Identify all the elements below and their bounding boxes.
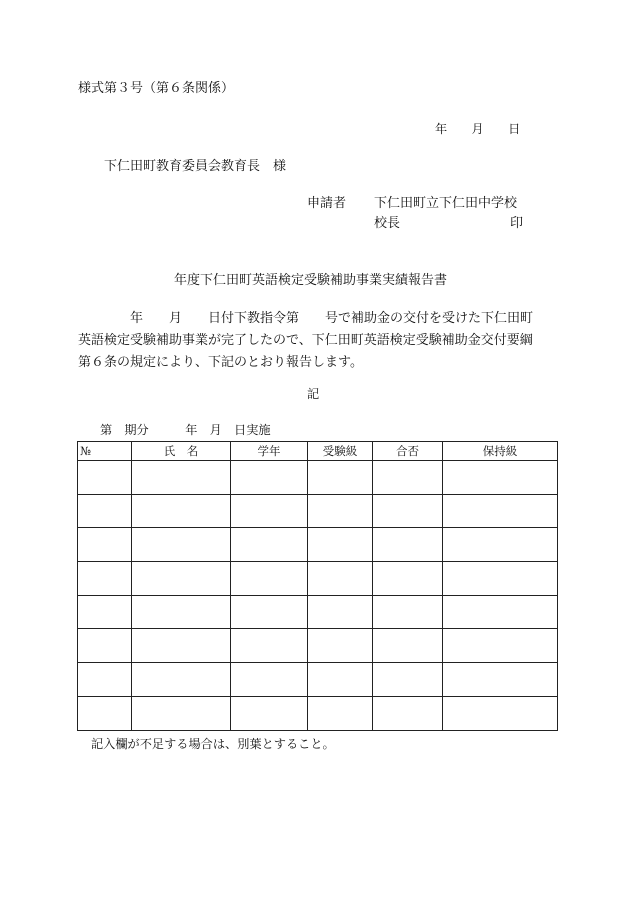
table-cell[interactable]: [78, 528, 132, 562]
table-cell[interactable]: [132, 629, 231, 663]
report-table: [77, 441, 558, 731]
seal-mark: 印: [510, 216, 524, 231]
table-row: [78, 528, 558, 562]
table-cell[interactable]: [373, 494, 443, 528]
footnote: 記入欄が不足する場合は、別葉とすること。: [91, 737, 335, 751]
table-row: [78, 696, 558, 730]
date-line: 年 月 日: [435, 122, 521, 136]
table-cell[interactable]: [308, 663, 373, 697]
table-row: [78, 629, 558, 663]
report-title: 年度下仁田町英語検定受験補助事業実績報告書: [174, 273, 448, 288]
header-grade: 学年: [231, 442, 308, 461]
table-cell[interactable]: [443, 663, 558, 697]
table-cell[interactable]: [132, 461, 231, 495]
table-cell[interactable]: [231, 528, 308, 562]
table-cell[interactable]: [373, 562, 443, 596]
table-cell[interactable]: [373, 629, 443, 663]
table-cell[interactable]: [78, 629, 132, 663]
table-cell[interactable]: [308, 528, 373, 562]
table-cell[interactable]: [373, 696, 443, 730]
table-cell[interactable]: [443, 629, 558, 663]
table-cell[interactable]: [231, 494, 308, 528]
table-cell[interactable]: [231, 461, 308, 495]
table-cell[interactable]: [443, 595, 558, 629]
table-header-row: [78, 442, 558, 461]
table-cell[interactable]: [78, 696, 132, 730]
header-result: 合否: [373, 442, 443, 461]
header-name: 氏 名: [132, 442, 231, 461]
table-cell[interactable]: [308, 562, 373, 596]
table-cell[interactable]: [78, 461, 132, 495]
table-cell[interactable]: [132, 696, 231, 730]
applicant-label: 申請者: [307, 196, 347, 211]
table-cell[interactable]: [231, 663, 308, 697]
table-cell[interactable]: [373, 663, 443, 697]
table-cell[interactable]: [373, 461, 443, 495]
table-cell[interactable]: [308, 595, 373, 629]
table-row: [78, 461, 558, 495]
addressee: 下仁田町教育委員会教育長 様: [104, 159, 287, 174]
table-cell[interactable]: [132, 528, 231, 562]
table-cell[interactable]: [308, 494, 373, 528]
table-cell[interactable]: [373, 595, 443, 629]
table-cell[interactable]: [78, 562, 132, 596]
table-row: [78, 494, 558, 528]
table-body: [78, 461, 558, 731]
table-cell[interactable]: [308, 461, 373, 495]
table-cell[interactable]: [78, 595, 132, 629]
ki-heading: 記: [307, 387, 320, 401]
body-line: 英語検定受験補助事業が完了したので、下仁田町英語検定受験補助金交付要綱: [78, 333, 533, 348]
table-cell[interactable]: [231, 595, 308, 629]
table-cell[interactable]: [132, 494, 231, 528]
applicant-school: 下仁田町立下仁田中学校: [374, 196, 518, 211]
body-line: 年 月 日付下教指令第 号で補助金の交付を受けた下仁田町: [78, 311, 534, 326]
table-cell[interactable]: [443, 494, 558, 528]
period-line: 第 期分 年 月 日実施: [100, 423, 271, 437]
table-cell[interactable]: [443, 528, 558, 562]
table-cell[interactable]: [308, 629, 373, 663]
table-row: [78, 562, 558, 596]
body-line: 第６条の規定により、下記のとおり報告します。: [78, 355, 363, 370]
table-cell[interactable]: [308, 696, 373, 730]
principal-label: 校長: [374, 216, 401, 231]
form-number: 様式第３号（第６条関係）: [78, 81, 235, 96]
header-held-level: 保持級: [443, 442, 558, 461]
body-paragraph: [78, 308, 553, 374]
table-cell[interactable]: [132, 663, 231, 697]
table-row: [78, 595, 558, 629]
table-cell[interactable]: [443, 562, 558, 596]
table-cell[interactable]: [132, 595, 231, 629]
table-cell[interactable]: [443, 461, 558, 495]
header-exam-level: 受験級: [308, 442, 373, 461]
header-number: №: [78, 442, 132, 461]
table-cell[interactable]: [78, 494, 132, 528]
table-row: [78, 663, 558, 697]
table-cell[interactable]: [78, 663, 132, 697]
table-cell[interactable]: [231, 629, 308, 663]
table-cell[interactable]: [132, 562, 231, 596]
table-cell[interactable]: [373, 528, 443, 562]
table-cell[interactable]: [443, 696, 558, 730]
table-cell[interactable]: [231, 562, 308, 596]
table-cell[interactable]: [231, 696, 308, 730]
